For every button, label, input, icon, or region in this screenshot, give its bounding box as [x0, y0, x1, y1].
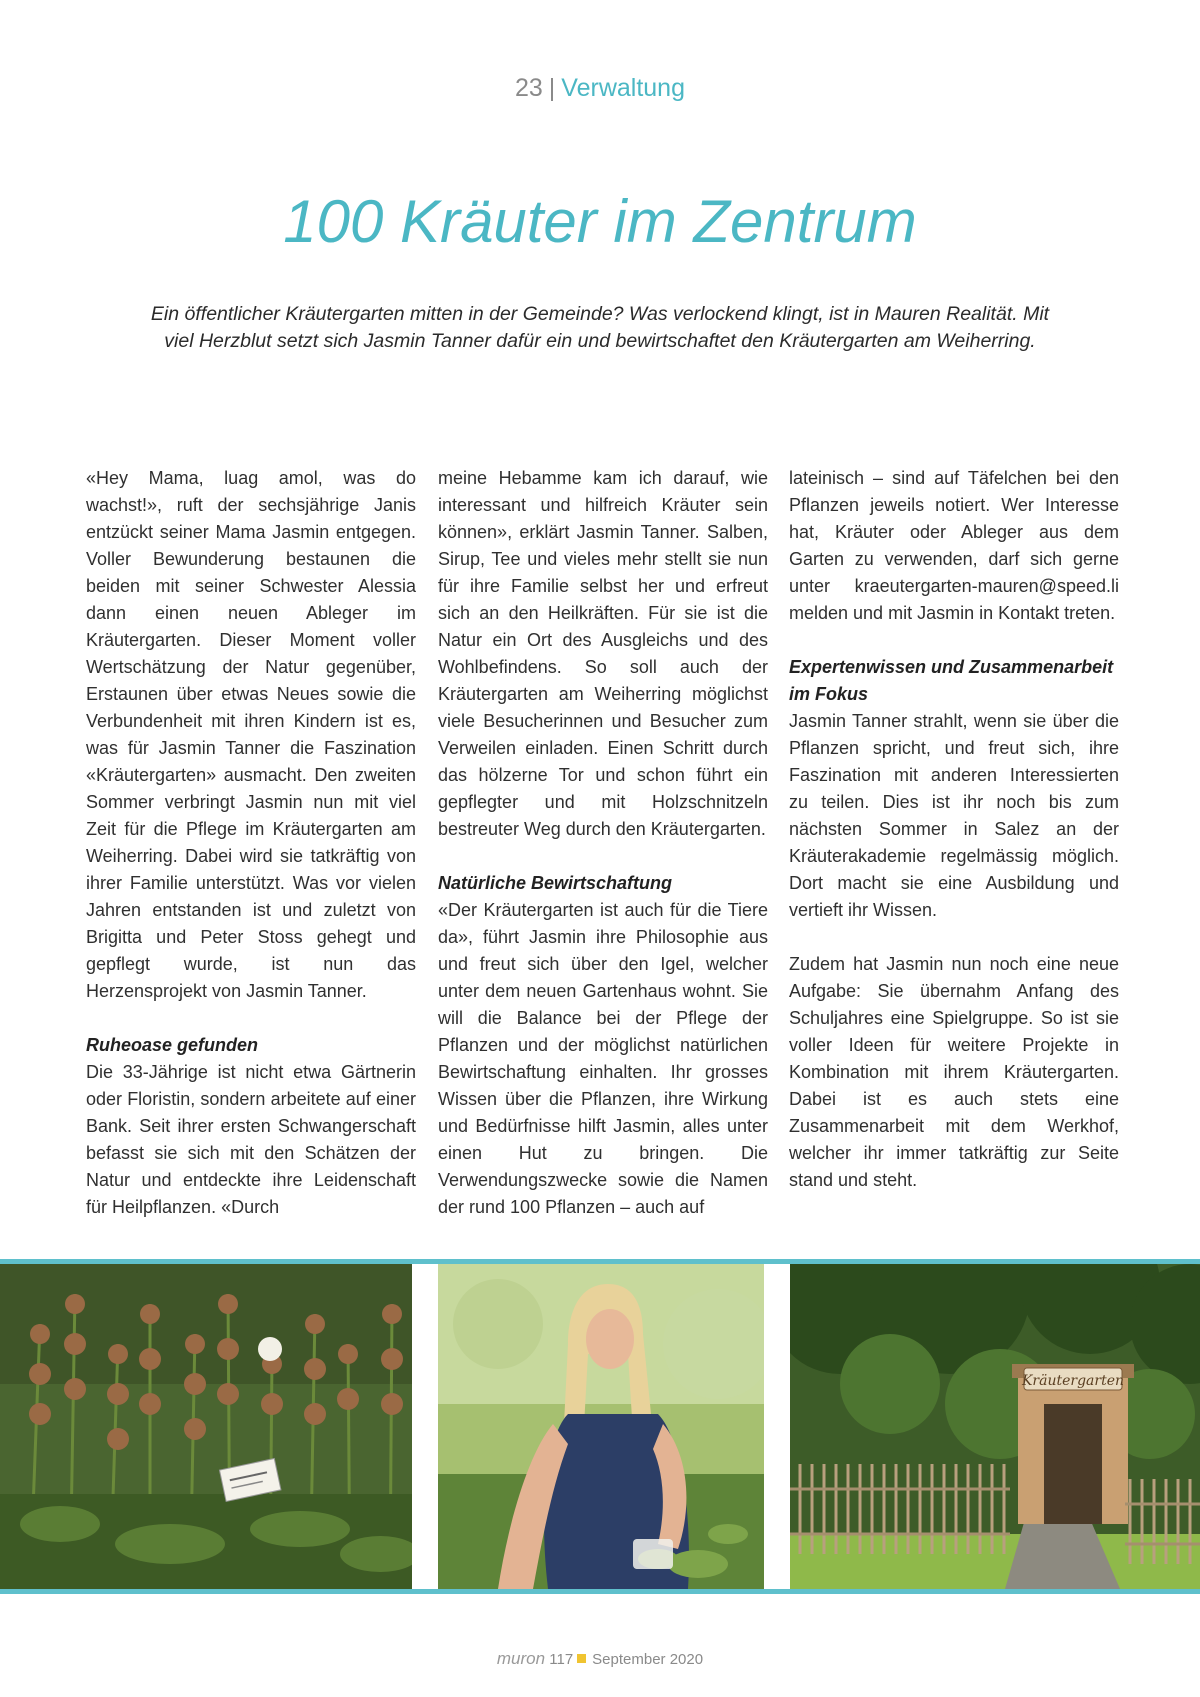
subheading: Ruheoase gefunden [86, 1035, 259, 1055]
paragraph: lateinisch – sind auf Täfelchen bei den Pflanzen jeweils notiert. Wer Interesse hat, Kräuter oder Ableger aus dem Garten zu verwenden, darf sich gerne unter kraeutergarten-mauren@speed.li melden und mit Jasmin in Kontakt treten. [789, 468, 1119, 623]
photo-band [0, 1259, 1200, 1594]
section-name: Verwaltung [561, 74, 685, 102]
magazine-brand: muron [496, 1649, 546, 1668]
text-column-2 [438, 465, 768, 1221]
text-column-3 [789, 465, 1119, 1194]
header-separator: | [548, 74, 556, 102]
issue-date: September 2020 [592, 1651, 704, 1668]
band-bottom-line [0, 1589, 1200, 1594]
paragraph: meine Hebamme kam ich darauf, wie interessant und hilfreich Kräuter sein können», erklärt Jasmin Tanner. Salben, Sirup, Tee und vieles mehr stellt sie nun für ihre Familie selbst her und erfreut sich an den Heilkräften. Für sie ist die Natur ein Ort des Ausgleichs und des Wohlbefindens. So soll auch der Kräutergarten am Weiherring möglichst viele Besucherinnen und Besucher zum Verweilen einladen. Einen Schritt durch das hölzerne Tor und schon führt ein gepflegter und mit Holzschnitzeln bestreuter Weg durch den Kräutergarten. [438, 468, 768, 839]
paragraph: «Der Kräutergarten ist auch für die Tiere da», führt Jasmin ihre Philosophie aus und freut sich über den Igel, welcher unter dem neuen Gartenhaus wohnt. Sie will die Balance bei der Pflege der Pflanzen und der möglichst natürlichen Bewirtschaftung einhalten. Ihr grosses Wissen über die Pflanzen, ihre Wirkung und Bedürfnisse hilft Jasmin, alles unter einen Hut zu bringen. Die Verwendungszwecke sowie die Namen der rund 100 Pflanzen – auch auf [438, 900, 768, 1217]
photo-garden-hut [790, 1264, 1200, 1589]
page-number: 23 [514, 74, 543, 102]
herb-plants-illustration [0, 1264, 412, 1589]
paragraph: Zudem hat Jasmin nun noch eine neue Aufgabe: Sie übernahm Anfang des Schuljahres eine Spielgruppe. So ist sie voller Ideen für weitere Projekte in Kombination mit ihrem Kräutergarten. Dabei ist es auch stets eine Zusammenarbeit mit dem Werkhof, welcher ihr immer tatkräftig zur Seite stand und steht. [789, 954, 1119, 1190]
subheading: Natürliche Bewirtschaftung [438, 873, 673, 893]
article-title: 100 Kräuter im Zentrum [283, 188, 917, 255]
paragraph: «Hey Mama, luag amol, was do wachst!», ruft der sechsjährige Janis entzückt seiner Mama Jasmin entgegen. Voller Bewunderung bestaunen die beiden mit seiner Schwester Alessia dann einen neuen Ableger im Kräutergarten. Dieser Moment voller Wertschätzung der Natur gegenüber, Erstaunen über etwas Neues sowie die Verbundenheit mit ihren Kindern ist es, was für Jasmin Tanner die Faszination «Kräutergarten» ausmacht. Den zweiten Sommer verbringt Jasmin nun mit viel Zeit für die Pflege im Kräutergarten am Weiherring. Dabei wird sie tatkräftig von ihrer Familie unterstützt. Was vor vielen Jahren entstanden ist und zuletzt von Brigitta und Peter Stoss gehegt und gepflegt wurde, ist nun das Herzensprojekt von Jasmin Tanner. [86, 468, 416, 1001]
photo-herb-plants [0, 1264, 412, 1589]
text-column-1 [86, 465, 416, 1221]
paragraph: Jasmin Tanner strahlt, wenn sie über die Pflanzen spricht, und freut sich, ihre Faszination mit anderen Interessierten zu teilen. Dies ist ihr noch bis zum nächsten Sommer in Salez an der Kräuterakademie regelmässig möglich. Dort macht sie eine Ausbildung und vertieft ihr Wissen. [789, 711, 1119, 920]
paragraph: Die 33-Jährige ist nicht etwa Gärtnerin oder Floristin, sondern arbeitete auf einer Bank. Seit ihrer ersten Schwangerschaft befasst sie sich mit den Schätzen der Natur und entdeckte ihre Leidenschaft für Heilpflanzen. «Durch [86, 1062, 416, 1217]
subheading: Expertenwissen und Zusammenarbeit im Fokus [789, 657, 1114, 704]
gardener-portrait-illustration [438, 1264, 764, 1589]
issue-number: 117 [549, 1651, 574, 1668]
page-header [0, 72, 1200, 104]
page-footer [0, 1649, 1200, 1670]
photo-jasmin-tanner [438, 1264, 764, 1589]
article-lead: Ein öffentlicher Kräutergarten mitten in der Gemeinde? Was verlockend klingt, ist in Mauren Realität. Mit viel Herzblut setzt sich Jasmin Tanner dafür ein und bewirtschaftet den Kräutergarten am Weiherring. [150, 303, 1050, 352]
hut-sign: Kräutergarten [1021, 1373, 1125, 1389]
footer-square-icon [577, 1654, 586, 1663]
garden-hut-illustration [790, 1264, 1200, 1589]
